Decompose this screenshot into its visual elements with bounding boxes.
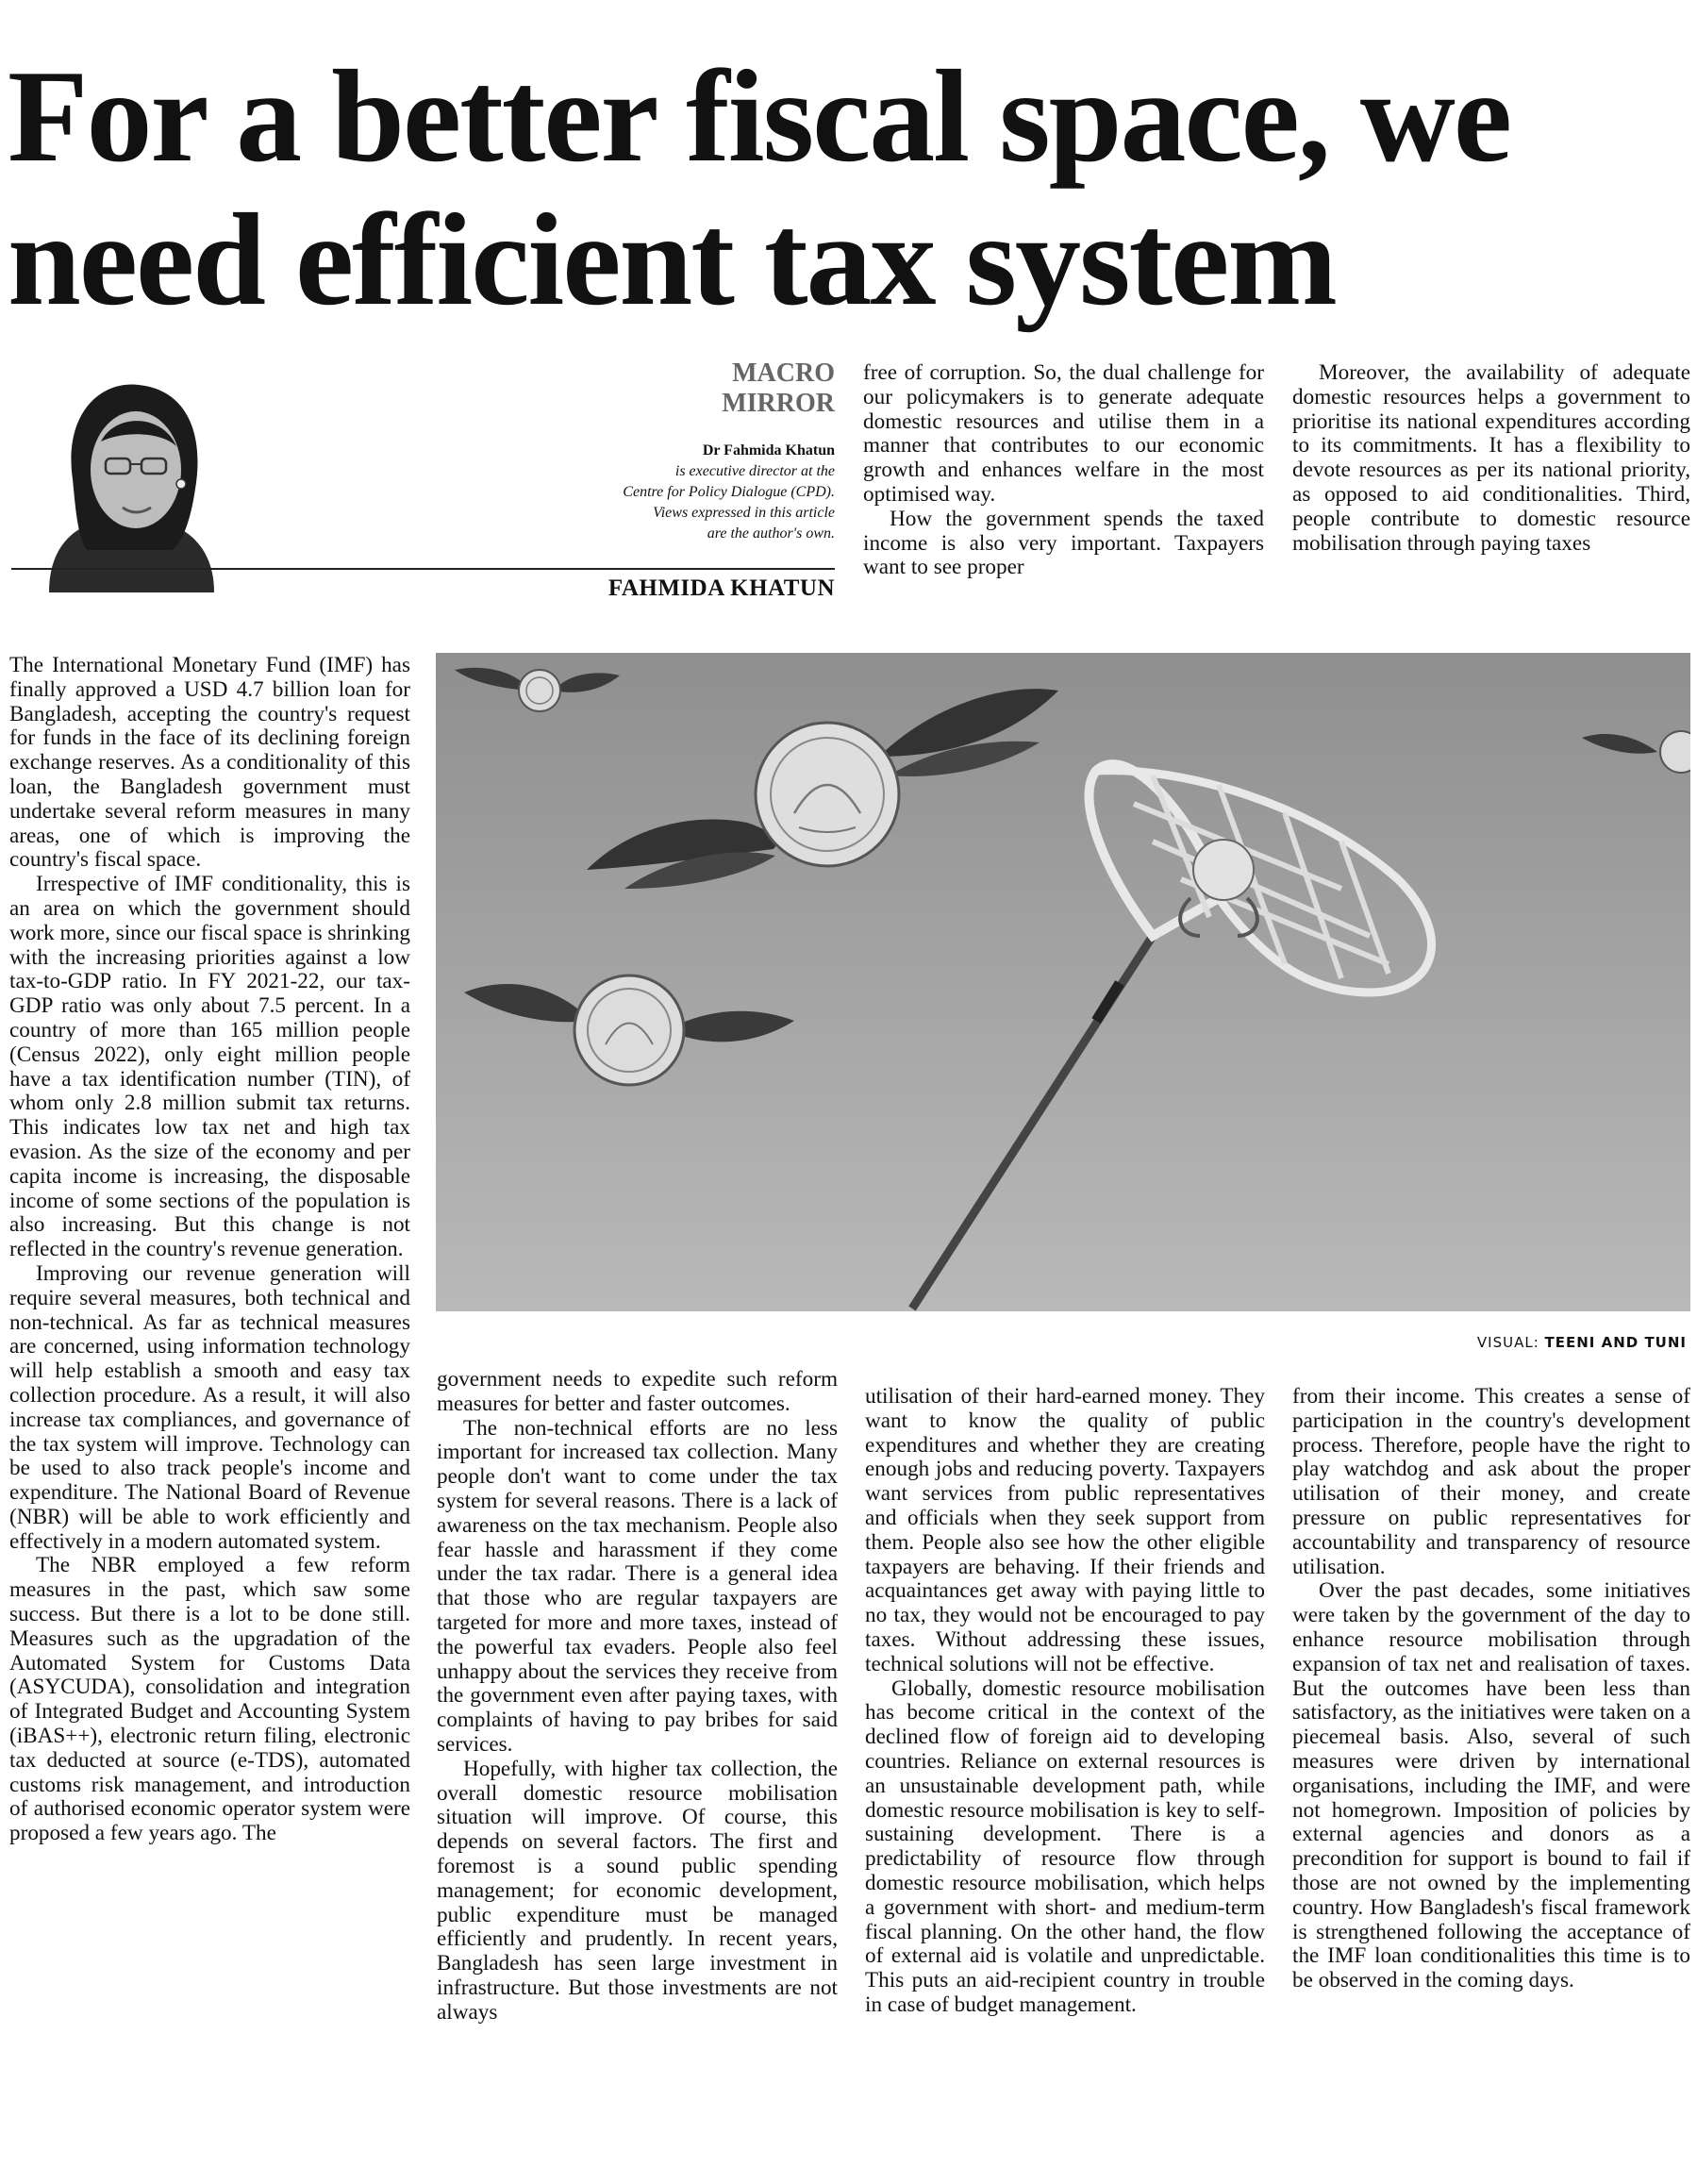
body-column-1 <box>9 654 410 2175</box>
paragraph: government needs to expedite such reform measures for better and faster outcomes. <box>437 1368 838 1416</box>
paragraph: from their income. This creates a sense of participation in the country's development process. Therefore, people have the right to play watchdog and ask about the proper utilisation of their money, and create pressure on public representatives for accountability and transparency of resource utilisation. <box>1292 1385 1690 1579</box>
paragraph: Moreover, the availability of adequate domestic resources helps a government to prioritise its national expenditures according to its commitments. It has a flexibility to devote resources as per its national priority, as opposed to aid conditionalities. Third, people contribute to domestic resource mobilisation through paying taxes <box>1292 361 1690 556</box>
body-column-4-bottom <box>1292 1385 1690 2175</box>
column-label-line-1: MACRO <box>732 358 835 388</box>
body-column-3-bottom <box>865 1385 1265 2175</box>
paragraph: free of corruption. So, the dual challenge for our policymakers is to generate adequate domestic resources and utilise them in a manner that contributes to our economic growth and enhances welfare in the most optimised way. <box>863 361 1264 507</box>
headline-line-2: need efficient tax system <box>8 187 1336 333</box>
column-label <box>566 358 835 419</box>
headline-line-1: For a better fiscal space, we <box>8 43 1511 190</box>
paragraph: utilisation of their hard-earned money. They want to know the quality of public expenditures and whether they are creating enough jobs and reducing poverty. Taxpayers want services from public representatives and officials when they seek support from them. People also see how the other eligible taxpayers are behaving. If their friends and acquaintances get away with paying little to no tax, they would not be encouraged to pay taxes. Without addressing these issues, technical solutions will not be effective. <box>865 1385 1265 1676</box>
column-label-line-2: MIRROR <box>722 389 835 418</box>
body-column-2 <box>437 1368 838 2175</box>
paragraph: Improving our revenue generation will require several measures, both technical and non-technical. As far as technical measures are concerned, using information technology will help establish a smooth and easy tax collection procedure. As a result, it will also increase tax compliances, and governance of the tax system will improve. Technology can be used to also track people's income and expenditure. The National Board of Revenue (NBR) will be able to work efficiently and effectively in a modern automated system. <box>9 1260 410 1554</box>
author-portrait <box>11 357 247 592</box>
paragraph: The non-technical efforts are no less important for increased tax collection. Many people don't want to come under the tax system for several reasons. There is a lack of awareness on the tax mechanism. People also fear hassle and harassment if they come under the tax radar. There is a general idea that those who are regular taxpayers are targeted for more and more taxes, instead of the powerful tax evaders. People also feel unhappy about the services they receive from the government even after paying taxes, with complaints of having to pay bribes for said services. <box>437 1415 838 1757</box>
author-bio-line: Views expressed in this article <box>653 505 835 521</box>
paragraph: The NBR employed a few reform measures in the past, which saw some success. But there is a lot to be done still. Measures such as the upgradation of the Automated System for Customs Data (ASYCUDA), consolidation and integration of Integrated Budget and Accounting System (iBAS++), electronic return filing, electronic tax deducted at source (e-TDS), automated customs risk management, and introduction of authorised economic operator system were proposed a few years ago. The <box>9 1553 410 1846</box>
paragraph: Irrespective of IMF conditionality, this is an area on which the government should work more, since our fiscal space is shrinking with the increasing priorities against a low tax-to-GDP ratio. In FY 2021-22, our tax-GDP ratio was only about 7.5 percent. In a country of more than 165 million people (Census 2022), only eight million people have a tax identification number (TIN), of whom only 2.8 million submit tax returns. This indicates low tax net and high tax evasion. As the size of the economy and per capita income is increasing, the disposable income of some sections of the population is also increasing. But this change is not reflected in the country's revenue generation. <box>9 872 410 1262</box>
paragraph: Globally, domestic resource mobilisation has become critical in the context of the declined flow of foreign aid to developing countries. Reliance on external resources is an unsustainable development path, while domestic resource mobilisation is key to self-sustaining development. There is a predictability of resource flow through domestic resource mobilisation, which helps a government with short- and medium-term fiscal planning. On the other hand, the flow of external aid is volatile and unpredictable. This puts an aid-recipient country in trouble in case of budget management. <box>865 1676 1265 2017</box>
author-bio-line: are the author's own. <box>707 525 835 542</box>
illustration <box>436 653 1690 1311</box>
paragraph: Hopefully, with higher tax collection, the overall domestic resource mobilisation situation will improve. Of course, this depends on several factors. The first and foremost is a sound public spending management; for economic development, public expenditure must be managed efficiently and prudently. In recent years, Bangladesh has seen large investment in infrastructure. But those investments are not always <box>437 1756 838 2025</box>
author-bio-line: is executive director at the <box>674 463 835 479</box>
body-column-4-top <box>1292 361 1690 627</box>
headline <box>8 45 1687 332</box>
byline-rule <box>11 568 835 570</box>
paragraph: The International Monetary Fund (IMF) has finally approved a USD 4.7 billion loan for Bangladesh, accepting the country's request for funds in the face of its declining foreign exchange reserves. As a conditionality of this loan, the Bangladesh government must undertake several reform measures in many areas, one of which is improving the country's fiscal space. <box>9 654 410 873</box>
paragraph: How the government spends the taxed income is also very important. Taxpayers want to see proper <box>863 506 1264 580</box>
visual-credit-name: TEENI AND TUNI <box>1544 1334 1687 1351</box>
body-column-3-top <box>863 361 1264 627</box>
byline: FAHMIDA KHATUN <box>607 575 835 601</box>
author-bio <box>557 441 835 544</box>
paragraph: Over the past decades, some initiatives were taken by the government of the day to enhance resource mobilisation through expansion of tax net and realisation of taxes. But the outcomes have been less than satisfactory, as the initiatives were taken on a piecemeal basis. Also, several of such measures were driven by international organisations, including the IMF, and were not homegrown. Imposition of policies by external agencies and donors as a precondition for support is bound to fail if those are not owned by the implementing country. How Bangladesh's fiscal framework is strengthened following the acceptance of the IMF loan conditionalities this time is to be observed in the coming days. <box>1292 1578 1690 1993</box>
visual-credit-prefix: VISUAL: <box>1476 1334 1545 1351</box>
author-bio-line: Centre for Policy Dialogue (CPD). <box>623 484 835 500</box>
author-bio-name: Dr Fahmida Khatun <box>702 442 835 458</box>
visual-credit <box>1226 1334 1687 1351</box>
